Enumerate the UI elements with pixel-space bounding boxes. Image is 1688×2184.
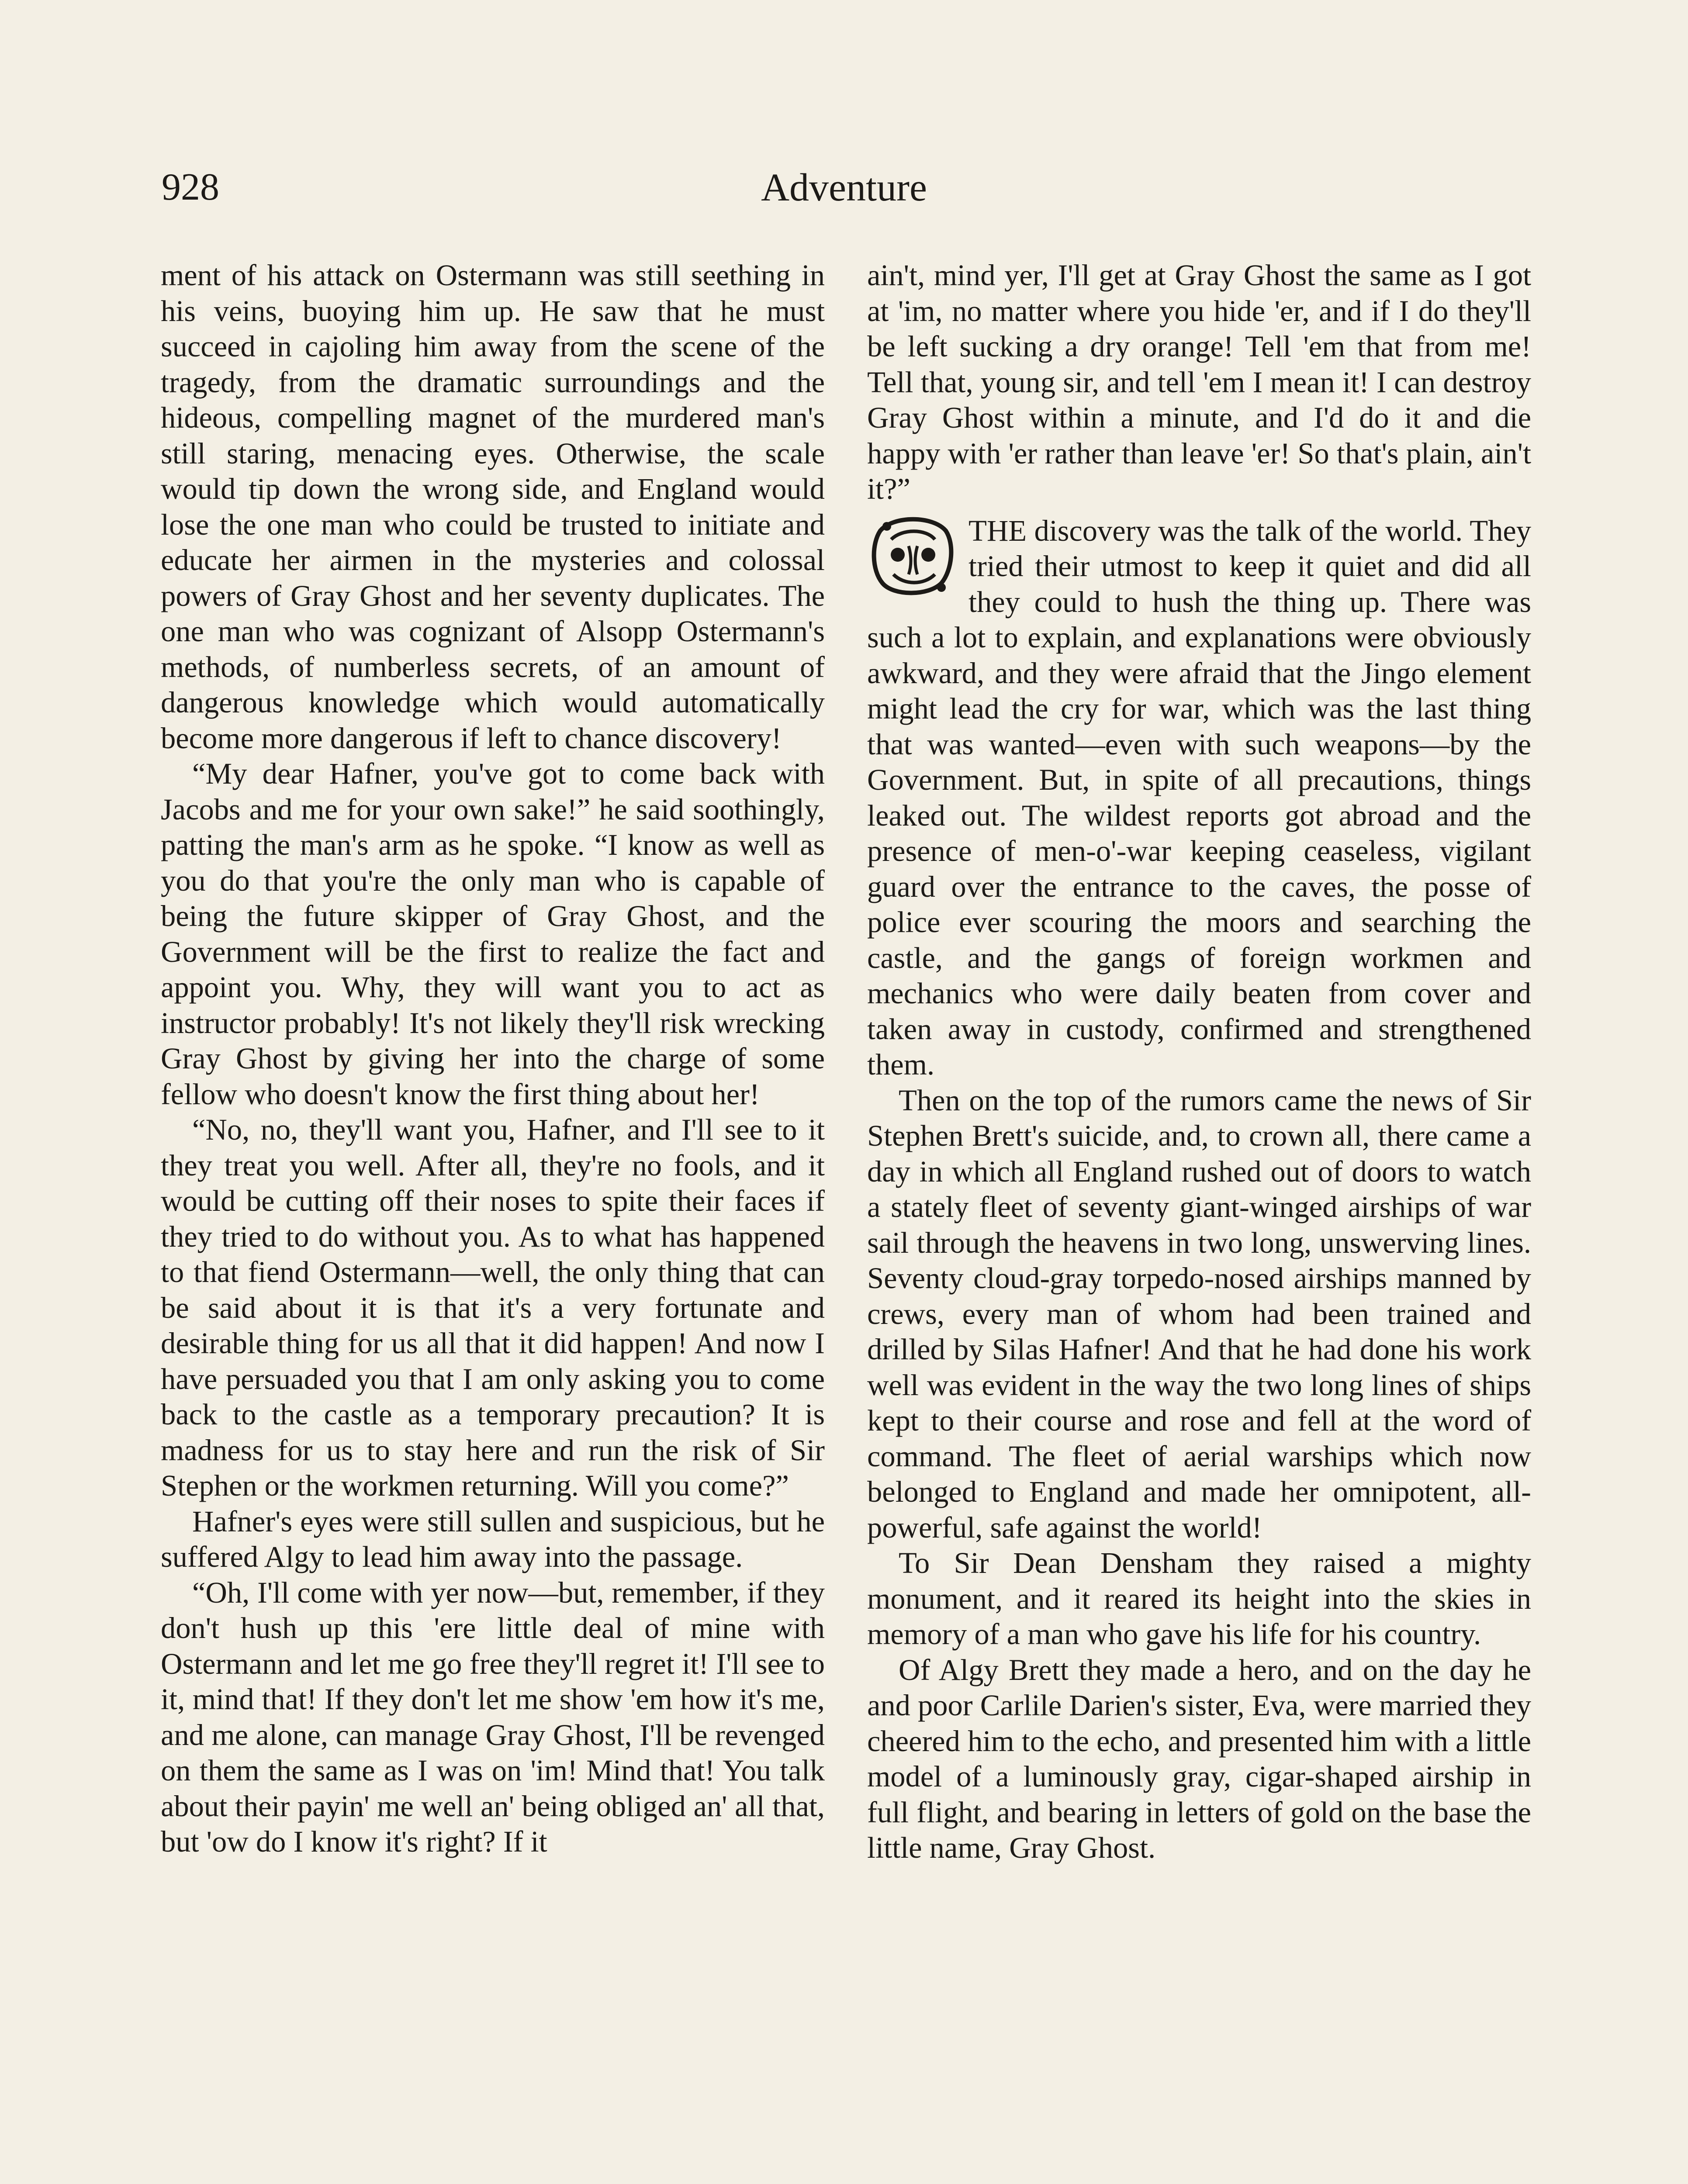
page-header	[162, 165, 1526, 218]
paragraph: ment of his attack on Ostermann was still seething in his veins, buoying him up. He saw that he must succeed in cajoling him away from the scene of the tragedy, from the dramatic surroundings and the hideous, compelling magnet of the murdered man's still staring, menacing eyes. Otherwise, the scale would tip down the wrong side, and England would lose the one man who could be trusted to initiate and educate her airmen in the mysteries and colossal powers of Gray Ghost and her seventy duplicates. The one man who was cognizant of Alsopp Ostermann's methods, of numberless secrets, of an amount of dangerous knowledge which would automatically become more dangerous if left to chance discovery!	[161, 259, 825, 755]
paragraph: To Sir Dean Densham they raised a mighty monument, and it reared its height into the skies in memory of a man who gave his life for his country.	[867, 1546, 1531, 1651]
paragraph: “My dear Hafner, you've got to come back with Jacobs and me for your own sake!” he said soothingly, patting the man's arm as he spoke. “I know as well as you do that you're the only man who is capable of being the future skipper of Gray Ghost, and the Government will be the first to realize the fact and appoint you. Why, they will want you to act as instructor probably! It's not likely they'll risk wrecking Gray Ghost by giving her into the charge of some fellow who doesn't know the first thing about her!	[161, 757, 825, 1111]
left-column	[161, 258, 825, 1860]
paragraph: “No, no, they'll want you, Hafner, and I'll see to it they treat you well. After all, they're no fools, and it would be cutting off their noses to spite their faces if they tried to do without you. As to what has happened to that fiend Ostermann—well, the only thing that can be said about it is that it's a very fortunate and desirable thing for us all that it did happen! And now I have persuaded you that I am only asking you to come back to the castle as a temporary precaution? It is madness for us to stay here and run the risk of Sir Stephen or the workmen returning. Will you come?”	[161, 1113, 825, 1502]
paragraph: THE discovery was the talk of the world. They tried their utmost to keep it quiet and did all they could to hush the thing up. There was such a lot to explain, and explanations were obviously awkward, and they were afraid that the Jingo element might lead the cry for war, which was the last thing that was wanted—even with such weapons—by the Government. But, in spite of all precautions, things leaked out. The wildest reports got abroad and the presence of men-o'-war keeping ceaseless, vigilant guard over the entrance to the caves, the posse of police ever scouring the moors and searching the castle, and the gangs of foreign workmen and mechanics who were daily beaten from cover and taken away in custody, confirmed and strengthened them.	[867, 514, 1531, 1081]
paragraph: Hafner's eyes were still sullen and suspicious, but he suffered Algy to lead him away into the passage.	[161, 1504, 825, 1573]
page-number: 928	[162, 166, 219, 208]
paragraph: Of Algy Brett they made a hero, and on the day he and poor Carlile Darien's sister, Eva, were married they cheered him to the echo, and presented him with a little model of a luminously gray, cigar-shaped airship in full flight, and bearing in letters of gold on the base the little name, Gray Ghost.	[867, 1653, 1531, 1864]
paragraph: Then on the top of the rumors came the news of Sir Stephen Brett's suicide, and, to crown all, there came a day in which all England rushed out of doors to watch a stately fleet of seventy giant-winged airships of war sail through the heavens in two long, unswerving lines. Seventy cloud-gray torpedo-nosed airships manned by crews, every man of whom had been trained and drilled by Silas Hafner! And that he had done his work well was evident in the way the two long lines of ships kept to their course and rose and fell at the word of command. The fleet of aerial warships which now belonged to England and made her omnipotent, all-powerful, safe against the world!	[867, 1083, 1531, 1544]
right-column	[867, 258, 1531, 1866]
ornament-initial-icon	[867, 513, 959, 596]
paragraph: “Oh, I'll come with yer now—but, remember, if they don't hush up this 'ere little deal of mine with Ostermann and let me go free they'll regret it! I'll see to it, mind that! If they don't let me show 'em how it's me, and me alone, can manage Gray Ghost, I'll be revenged on them the same as I was on 'im! Mind that! You talk about their payin' me well an' being obliged an' all that, but 'ow do I know it's right? If it	[161, 1576, 825, 1858]
running-title: Adventure	[761, 166, 927, 209]
paragraph: ain't, mind yer, I'll get at Gray Ghost the same as I got at 'im, no matter where you hide 'er, and if I do they'll be left sucking a dry orange! Tell 'em that from me! Tell that, young sir, and tell 'em I mean it! I can destroy Gray Ghost within a minute, and I'd do it and die happy with 'er rather than leave 'er! So that's plain, ain't it?”	[867, 259, 1531, 505]
